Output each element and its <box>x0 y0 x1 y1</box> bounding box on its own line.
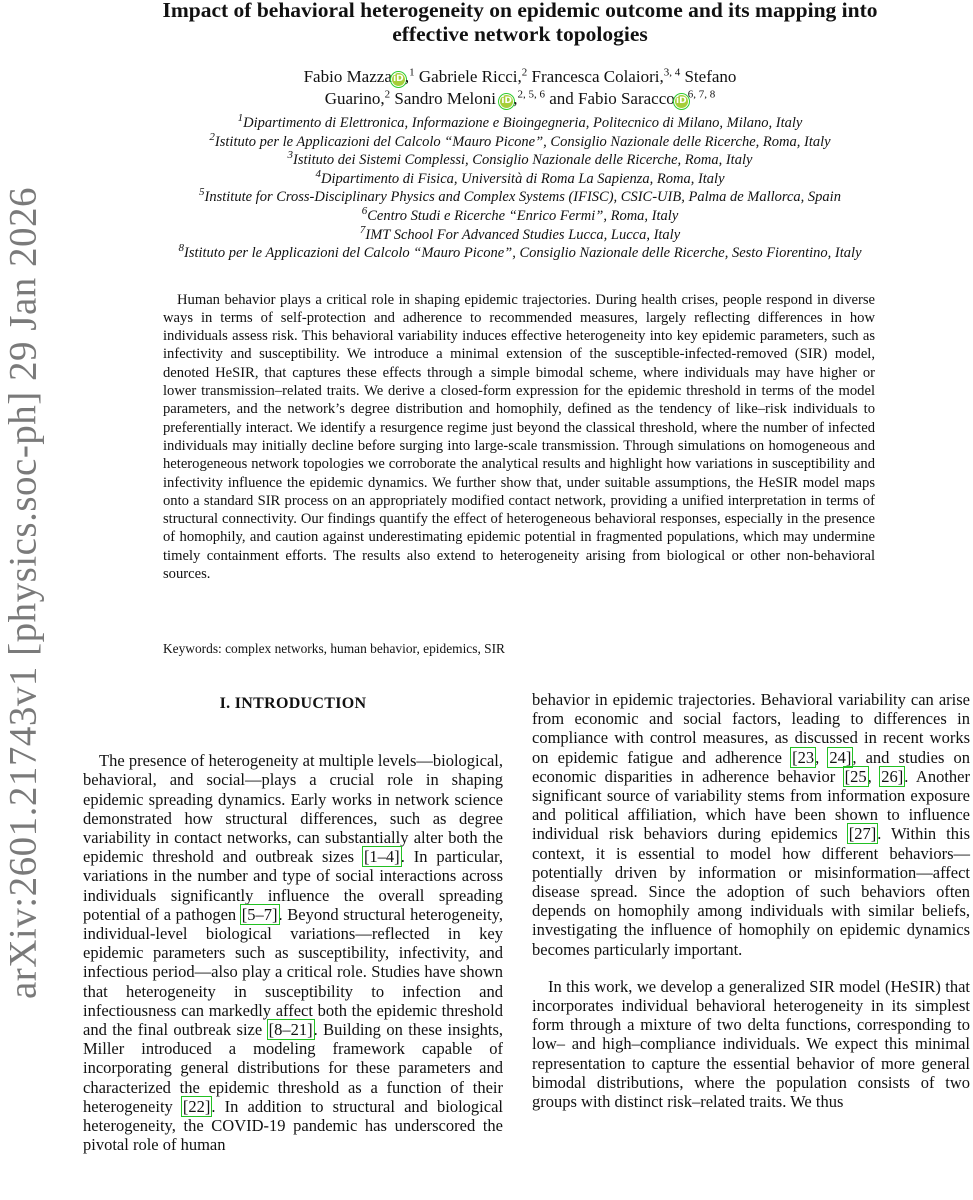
intro-paragraph-continued <box>532 690 970 959</box>
affiliation-text: Istituto per le Applicazioni del Calcolo “Mauro Picone”, Consiglio Nazionale delle Ricerche, Sesto Fiorentino, Italy <box>183 245 862 262</box>
author-affil-marker: 6, 7, 8 <box>687 88 716 101</box>
arxiv-stamp[interactable]: arXiv:2601.21743v1 [physics.soc-ph] 29 Jan 2026 <box>1 186 45 1000</box>
text-run: The presence of heterogeneity at multiple levels—biological, behavioral, and social—plays a crucial role in shaping epidemic spreading dynamics. Early works in network science demonstrated how structural differences, such as degree variability in contact networks, can substantially alter both the epidemic threshold and outbreak sizes <box>83 751 503 867</box>
citation-link[interactable]: 24] <box>829 747 852 767</box>
author-affil-marker: 1 <box>409 66 415 79</box>
author-affil-marker: 2 <box>384 88 391 101</box>
orcid-icon[interactable]: iD <box>501 96 512 106</box>
affiliation-list <box>90 114 950 263</box>
affiliation-number: 3 <box>287 149 294 162</box>
author-name: Gabriele Ricci, <box>418 67 522 86</box>
affiliation <box>90 130 950 152</box>
text-run: . In particular, variations in the number and type of social interactions across individuals significantly influence the overall spreading potential of a pathogen <box>83 847 504 924</box>
text-run: . Another significant source of variability stems from information exposure and political affiliation, which have been shown to influence individual risk behaviors during epidemics <box>532 766 971 844</box>
title-line-2: effective network topologies <box>392 22 648 46</box>
author-name: Francesca Colaiori, <box>531 67 664 86</box>
affiliation-number: 6 <box>361 205 368 218</box>
affiliation-number: 8 <box>178 242 184 255</box>
affiliation <box>90 151 950 170</box>
affiliation <box>90 223 950 245</box>
left-column <box>83 690 503 1154</box>
affiliation <box>90 167 950 189</box>
text-run: . Within this context, it is essential to model how different behaviors—potentially driven by information or misinformation—affect disease spread. Since the adoption of such behaviors often depends on homophily among individuals with similar beliefs, investigating the influence of homophily on epidemic dynamics becomes particularly important. <box>532 824 970 959</box>
intro-paragraph <box>83 751 503 1154</box>
orcid-icon[interactable]: iD <box>676 96 687 106</box>
affiliation-number: 2 <box>209 130 215 143</box>
author-conjunction: and <box>549 89 574 108</box>
affiliation-text: Institute for Cross-Disciplinary Physics and Complex Systems (IFISC), CSIC-UIB, Palma de Mallorca, Spain <box>204 189 841 206</box>
citation-link[interactable]: [22] <box>182 1096 211 1116</box>
section-heading: I. INTRODUCTION <box>219 695 367 712</box>
citation-link[interactable]: [5–7] <box>241 904 278 924</box>
orcid-icon[interactable]: iD <box>393 74 404 84</box>
author-name: Fabio Saracco <box>578 89 675 108</box>
intro-paragraph: In this work, we develop a generalized SIR model (HeSIR) that incorporates individual behavioral heterogeneity in its simplest form through a mixture of two delta functions, corresponding to low– and high–compliance individuals. We expect this minimal representation to capture the essential behavior of more general bimodal distributions, where the population consists of two groups with distinct risk–related traits. We thus <box>532 976 970 1112</box>
affiliation-text: Centro Studi e Ricerche “Enrico Fermi”, Roma, Italy <box>367 207 679 224</box>
paragraph-gap <box>532 959 970 977</box>
affiliation-number: 5 <box>199 186 205 199</box>
affiliation-number: 1 <box>237 112 244 125</box>
text-run: behavior in epidemic trajectories. Behavioral variability can arise from economic and social factors, leading to differences in compliance with control measures, as discussed in recent works on epidemic fatigue and adherence <box>532 690 970 767</box>
affiliation-text: IMT School For Advanced Studies Lucca, Lucca, Italy <box>365 226 681 243</box>
author-name: Guarino, <box>324 89 385 108</box>
text-run: , <box>815 747 829 767</box>
affiliation-text: Dipartimento di Elettronica, Informazione e Bioingegneria, Politecnico di Milano, Milano, Italy <box>243 115 803 131</box>
affiliation-text: Dipartimento di Fisica, Università di Roma La Sapienza, Roma, Italy <box>320 170 725 187</box>
citation-link[interactable]: 26] <box>881 766 904 786</box>
text-run: , <box>867 766 881 786</box>
text-run: . In addition to structural and biological heterogeneity, the COVID-19 pandemic has underscored the pivotal role of human <box>83 1096 503 1155</box>
citation-link[interactable]: [8–21] <box>268 1020 313 1040</box>
affiliation-number: 7 <box>359 223 366 236</box>
author-affil-marker: 2 <box>521 66 528 79</box>
paper-title <box>90 0 950 46</box>
affiliation-text: Istituto dei Sistemi Complessi, Consiglio Nazionale delle Ricerche, Roma, Italy <box>293 152 753 169</box>
title-line-1: Impact of behavioral heterogeneity on epidemic outcome and its mapping into <box>162 0 878 22</box>
affiliation-number: 4 <box>315 167 321 180</box>
citation-link[interactable]: [25 <box>844 766 867 786</box>
right-column <box>532 690 970 1111</box>
author-name: Sandro Meloni <box>394 89 496 108</box>
citation-link[interactable]: [23 <box>792 747 815 767</box>
affiliation <box>90 207 950 226</box>
affiliation <box>90 188 950 207</box>
text-run: . Beyond structural heterogeneity, individual-level biological variations—reflected in key epidemic parameters such as susceptibility, infectivity, and infectious period—also play a critical role. Studies have shown that heterogeneity in susceptibility to infection and infectiousness can markedly affect both the epidemic threshold and the final outbreak size <box>83 904 503 1040</box>
author-affil-marker: 2, 5, 6 <box>517 88 545 101</box>
arxiv-stamp-container <box>3 0 43 1200</box>
affiliation <box>90 244 950 263</box>
keywords: Keywords: complex networks, human behavior, epidemics, SIR <box>163 641 505 656</box>
text-run: , and studies on economic disparities in adherence behavior <box>532 747 970 786</box>
author-name: Fabio Mazza <box>303 67 392 86</box>
citation-link[interactable]: [1–4] <box>363 847 400 867</box>
affiliation-text: Istituto per le Applicazioni del Calcolo “Mauro Picone”, Consiglio Nazionale delle Ricerche, Roma, Italy <box>214 133 831 150</box>
author-list: Fabio MazzaiD,$^1$ Gabriele Ricci,$^2$ Francesca Colaiori,$^{3, 4}$ Stefano Guarino,$^2$ Sandro Meloni iD,$^{2, 5, 6}$ and Fabio SaraccoiD$^{6, 7, 8}$ <box>303 66 737 108</box>
affiliation <box>90 114 950 133</box>
citation-link[interactable]: [27] <box>848 824 877 844</box>
author-affil-marker: 3, 4 <box>663 66 681 79</box>
author-name: Stefano <box>684 67 737 86</box>
abstract: Human behavior plays a critical role in shaping epidemic trajectories. During health crises, people respond in diverse ways in terms of self-protection and adherence to recommended measures, largely reflecting differences in how individuals assess risk. This behavioral variability induces effective heterogeneity into key epidemic parameters, such as infectivity and susceptibility. We introduce a minimal extension of the susceptible-infected-removed (SIR) model, denoted HeSIR, that captures these effects through a simple bimodal scheme, where individuals may have higher or lower transmission–related traits. We derive a closed-form expression for the epidemic threshold in terms of the model parameters, and the network’s degree distribution and homophily, defined as the tendency of like–risk individuals to preferentially interact. We identify a resurgence regime just beyond the classical threshold, where the number of infected individuals may initially decline before surging into large-scale transmission. Through simulations on homogeneous and heterogeneous network topologies we corroborate the analytical results and highlight how variations in susceptibility and infectivity influence the epidemic dynamics. We further show that, under suitable assumptions, the HeSIR model maps onto a standard SIR process on an appropriately modified contact network, providing a unified interpretation in terms of structural connectivity. Our findings quantify the effect of heterogeneous behavioral responses, especially in the presence of homophily, and caution against underestimating epidemic potential in fragmented populations, which may undermine timely containment efforts. The results also extend to heterogeneity arising from biological or other non-behavioral sources. <box>163 291 875 583</box>
text-run: . Building on these insights, Miller introduced a modeling framework capable of incorporating general distributions for these parameters and characterized the epidemic threshold as a function of their heterogeneity <box>83 1020 503 1116</box>
